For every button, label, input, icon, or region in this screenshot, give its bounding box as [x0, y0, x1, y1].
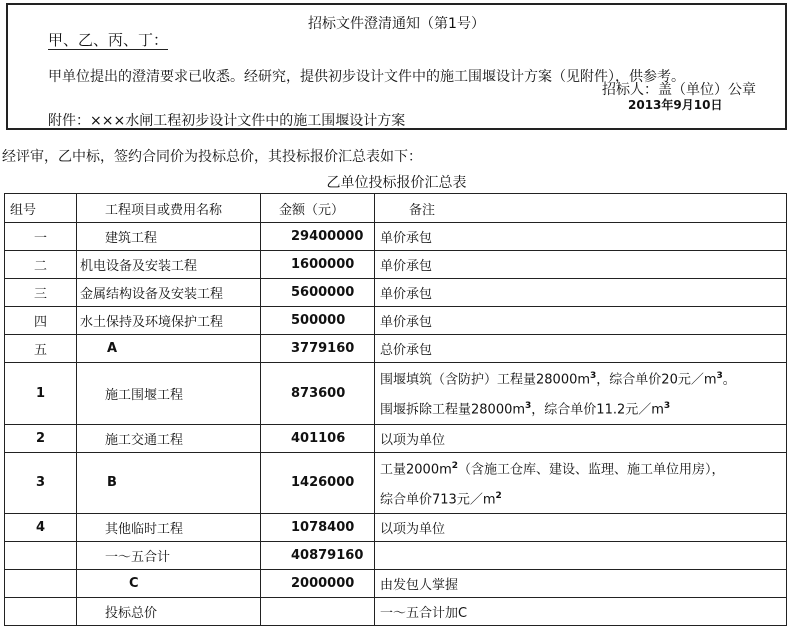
notice-signer: 招标人：盖（单位）公章 [602, 82, 756, 98]
superscript: 3 [716, 371, 723, 381]
row-name: 其他临时工程 [77, 514, 261, 542]
row-amount: 2000000 [261, 570, 375, 598]
row-no [5, 598, 77, 626]
row-no: 五 [5, 335, 77, 363]
table-row [5, 452, 787, 514]
row-remark: 单价承包 [375, 251, 787, 279]
table-row [5, 251, 787, 279]
row-remark [375, 542, 787, 570]
table-header-row [5, 194, 787, 223]
superscript: 3 [525, 401, 532, 412]
remark-text: ，综合单价11.2元／m [531, 402, 664, 418]
row-no: 2 [5, 424, 77, 452]
row-amount: 3779160 [261, 335, 375, 363]
row-amount: 1600000 [261, 251, 375, 279]
row-no: 3 [5, 452, 77, 514]
row-name: B [77, 452, 261, 514]
row-no: 二 [5, 251, 77, 279]
notice-attachment: 附件：×××水闸工程初步设计文件中的施工围堰设计方案 [48, 113, 406, 129]
row-amount: 5600000 [261, 279, 375, 307]
bid-summary-table [4, 193, 787, 626]
row-remark: 以项为单位 [375, 424, 787, 452]
row-amount: 29400000 [261, 223, 375, 251]
notice-addressee: 甲、乙、丙、丁： [48, 31, 169, 49]
row-remark: 单价承包 [375, 279, 787, 307]
remark-text: 工量2000m [380, 461, 452, 477]
notice-title: 招标文件澄清通知（第1号） [308, 16, 485, 32]
row-amount: 1426000 [261, 452, 375, 514]
remark-line [380, 363, 781, 393]
remark-line [380, 483, 781, 513]
header-remark: 备注 [375, 194, 787, 223]
row-amount: 500000 [261, 307, 375, 335]
row-amount: 1078400 [261, 514, 375, 542]
row-remark: 由发包人掌握 [375, 570, 787, 598]
intro-text: 经评审，乙中标，签约合同价为投标总价，其投标报价汇总表如下： [2, 149, 422, 165]
notice-date: 2013年9月10日 [628, 98, 723, 112]
remark-text: 围堰拆除工程量28000m [380, 402, 526, 418]
row-remark: 单价承包 [375, 223, 787, 251]
row-remark: 一～五合计加C [375, 598, 787, 626]
table-row [5, 223, 787, 251]
row-name: 施工围堰工程 [77, 363, 261, 425]
superscript: 3 [663, 401, 671, 412]
remark-text: （含施工仓库、建设、监理、施工单位用房）， [458, 461, 725, 477]
superscript: 3 [590, 371, 597, 381]
table-row [5, 363, 787, 425]
row-no: 1 [5, 363, 77, 425]
table-row [5, 542, 787, 570]
row-remark: 单价承包 [375, 307, 787, 335]
row-remark [375, 363, 787, 425]
table-row [5, 570, 787, 598]
superscript: 2 [451, 460, 459, 471]
row-remark [375, 452, 787, 514]
table-row [5, 514, 787, 542]
row-name: 投标总价 [77, 598, 261, 626]
notice-body: 甲单位提出的澄清要求已收悉。经研究，提供初步设计文件中的施工围堰设计方案（见附件），供参考。 [48, 69, 685, 85]
row-name: C [77, 570, 261, 598]
row-no [5, 542, 77, 570]
remark-text: ，综合单价20元／m [596, 372, 717, 388]
row-name: 施工交通工程 [77, 424, 261, 452]
table-row [5, 307, 787, 335]
row-no: 四 [5, 307, 77, 335]
remark-text: 围堰填筑（含防护）工程量28000m [380, 372, 591, 388]
header-item-name: 工程项目或费用名称 [77, 194, 261, 223]
table-row [5, 279, 787, 307]
remark-text: 。 [722, 372, 736, 388]
row-remark: 总价承包 [375, 335, 787, 363]
remark-text: 综合单价713元／m [380, 492, 496, 508]
row-amount: 40879160 [261, 542, 375, 570]
row-no: 三 [5, 279, 77, 307]
header-group-no: 组号 [5, 194, 77, 223]
table-caption: 乙单位投标报价汇总表 [326, 175, 467, 191]
row-name: 金属结构设备及安装工程 [77, 279, 261, 307]
row-name: 机电设备及安装工程 [77, 251, 261, 279]
row-name: 建筑工程 [77, 223, 261, 251]
row-amount [261, 598, 375, 626]
header-amount: 金额（元） [261, 194, 375, 223]
row-no [5, 570, 77, 598]
table-row [5, 424, 787, 452]
row-no: 一 [5, 223, 77, 251]
remark-line [380, 393, 781, 423]
table-row [5, 335, 787, 363]
row-name: A [77, 335, 261, 363]
table-row [5, 598, 787, 626]
row-name: 水土保持及环境保护工程 [77, 307, 261, 335]
clarification-notice [6, 3, 787, 130]
row-remark: 以项为单位 [375, 514, 787, 542]
row-no: 4 [5, 514, 77, 542]
row-amount: 873600 [261, 363, 375, 425]
row-amount: 401106 [261, 424, 375, 452]
superscript: 2 [495, 490, 502, 501]
remark-line [380, 453, 781, 483]
row-name: 一～五合计 [77, 542, 261, 570]
